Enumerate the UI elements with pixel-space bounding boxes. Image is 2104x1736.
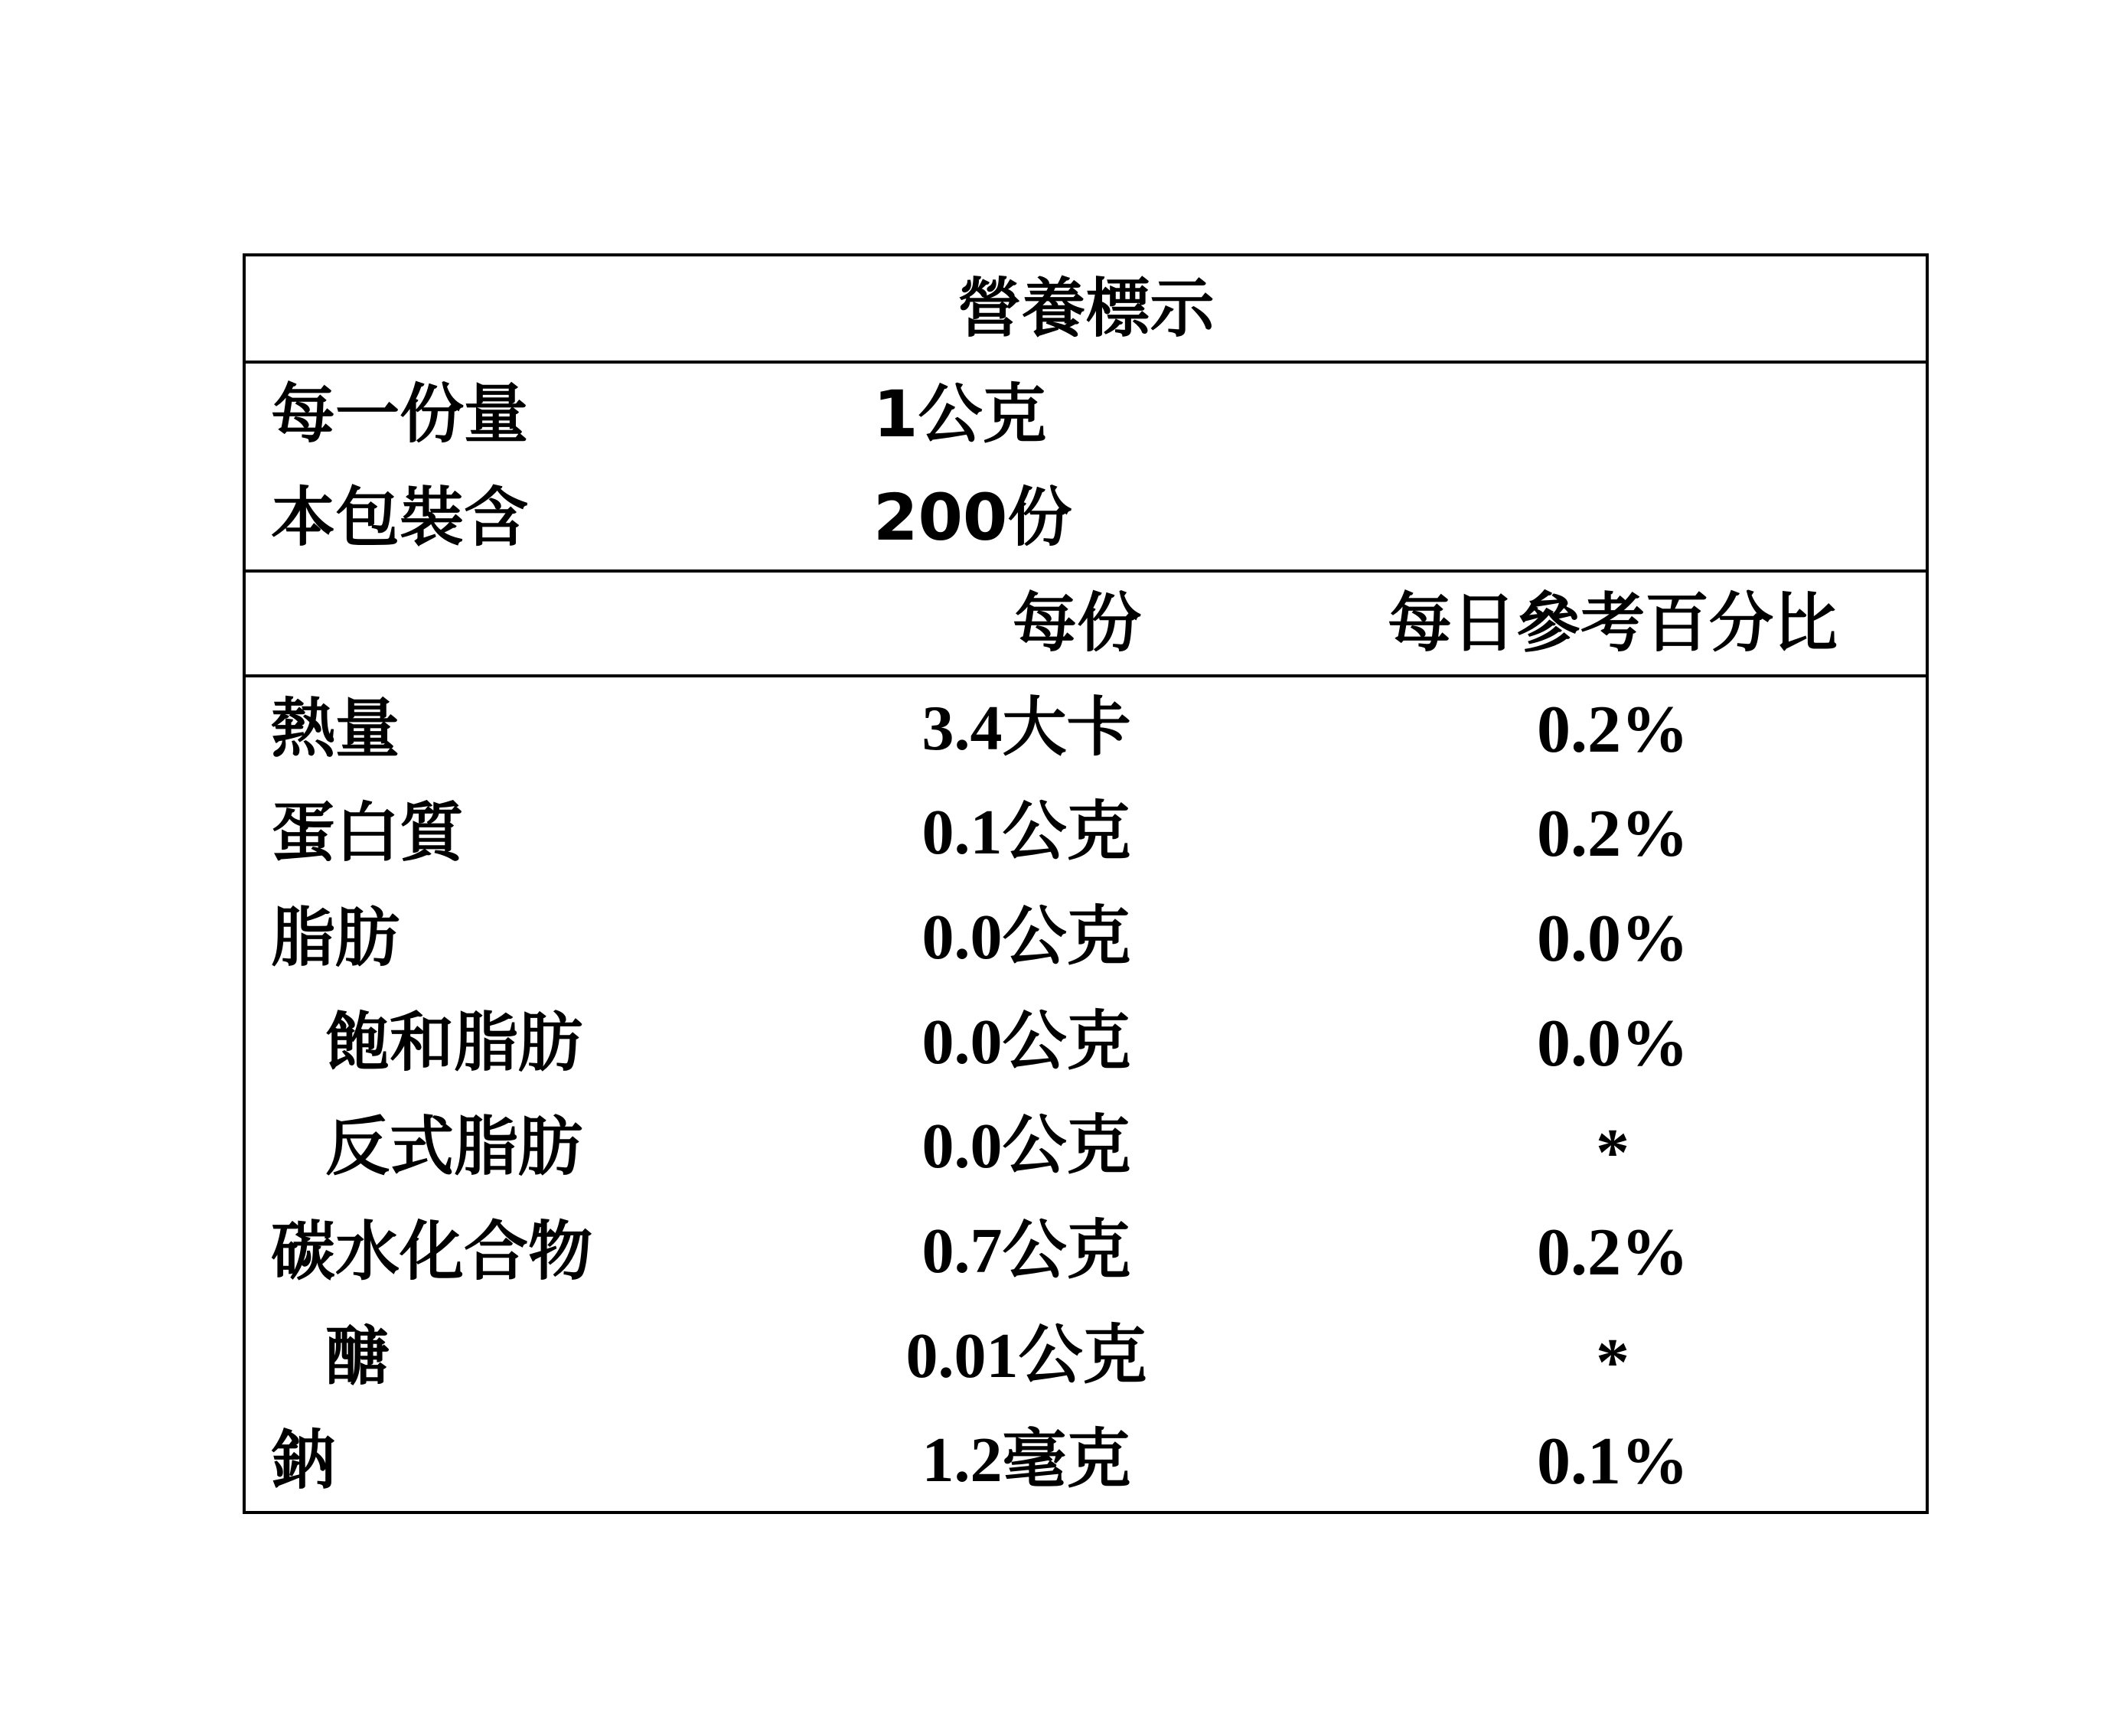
divider-serving — [246, 569, 1926, 573]
nutrient-per-serving-trans-fat: 0.0公克 — [922, 1111, 1131, 1182]
nutrient-name-saturated-fat: 飽和脂肪 — [325, 1005, 583, 1080]
nutrient-name-sugar: 醣 — [325, 1319, 390, 1394]
nutrient-per-serving-sodium: 1.2毫克 — [922, 1424, 1131, 1496]
nutrient-daily-percent-trans-fat: * — [1596, 1116, 1629, 1190]
nutrition-label — [243, 253, 1929, 1514]
nutrient-name-calories: 熱量 — [271, 691, 400, 766]
serving-size-value: 1公克 — [873, 377, 1047, 452]
nutrient-name-trans-fat: 反式脂肪 — [325, 1109, 583, 1184]
servings-per-package-label: 本包裝含 — [271, 480, 529, 555]
nutrient-per-serving-calories: 3.4大卡 — [922, 693, 1131, 764]
nutrient-per-serving-protein: 0.1公克 — [922, 797, 1131, 868]
servings-per-package-value: 200份 — [873, 480, 1072, 555]
nutrient-per-serving-carbohydrate: 0.7公克 — [922, 1216, 1131, 1287]
nutrient-name-sodium: 鈉 — [271, 1423, 336, 1498]
column-header-daily-percent: 每日參考百分比 — [1387, 586, 1838, 661]
nutrient-name-fat: 脂肪 — [271, 900, 400, 975]
nutrient-per-serving-sugar: 0.01公克 — [905, 1320, 1147, 1392]
nutrient-daily-percent-calories: 0.2% — [1537, 693, 1688, 767]
divider-columns — [246, 674, 1926, 677]
nutrient-daily-percent-protein: 0.2% — [1537, 797, 1688, 871]
nutrient-daily-percent-fat: 0.0% — [1537, 902, 1688, 976]
nutrient-name-carbohydrate: 碳水化合物 — [271, 1214, 593, 1289]
nutrient-per-serving-saturated-fat: 0.0公克 — [922, 1007, 1131, 1078]
nutrient-daily-percent-saturated-fat: 0.0% — [1537, 1007, 1688, 1081]
nutrient-daily-percent-sugar: * — [1596, 1326, 1629, 1400]
divider-title — [246, 361, 1926, 364]
nutrient-daily-percent-carbohydrate: 0.2% — [1537, 1216, 1688, 1290]
serving-size-label: 每一份量 — [271, 377, 529, 452]
nutrient-daily-percent-sodium: 0.1% — [1537, 1424, 1688, 1499]
column-header-per-serving: 每份 — [1012, 586, 1141, 661]
label-title: 營養標示 — [957, 271, 1215, 346]
nutrient-per-serving-fat: 0.0公克 — [922, 902, 1131, 973]
nutrient-name-protein: 蛋白質 — [271, 795, 465, 870]
